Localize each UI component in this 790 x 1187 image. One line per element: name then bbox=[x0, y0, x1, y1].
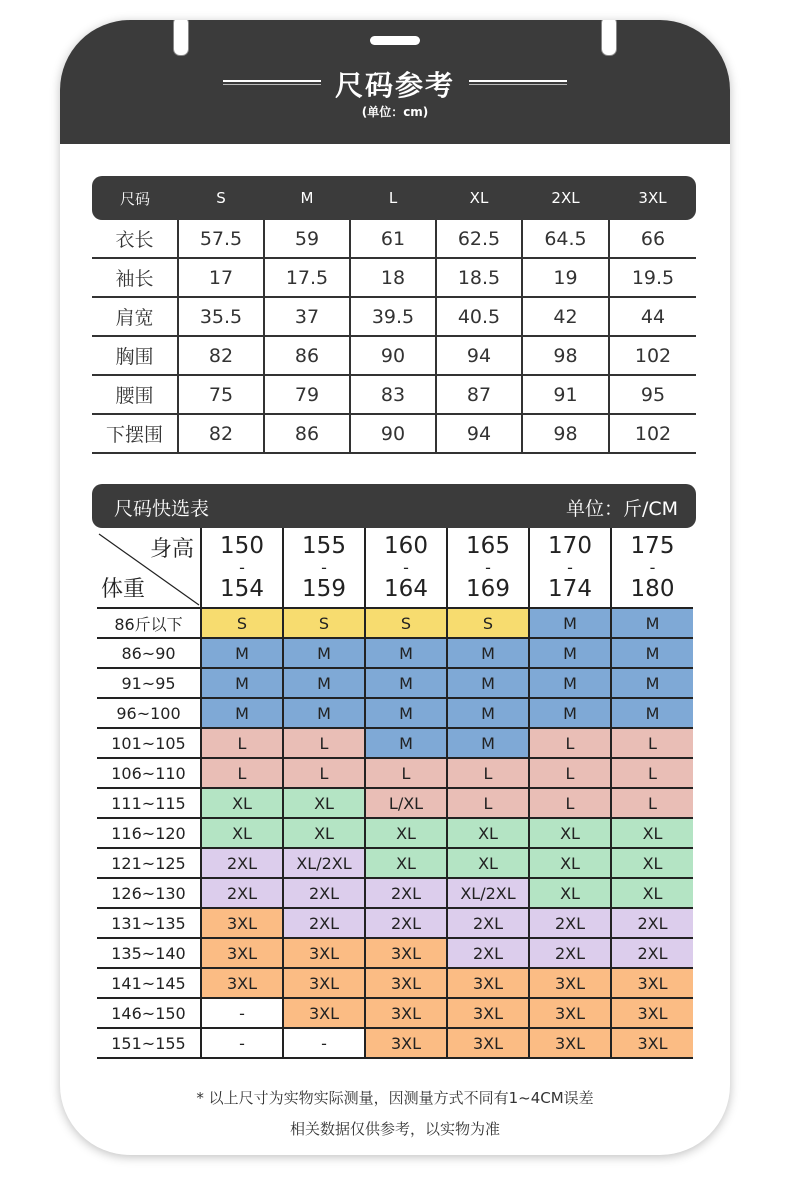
size-recommendation-cell: M bbox=[283, 698, 365, 728]
size-recommendation-cell: L bbox=[529, 728, 611, 758]
measurement-value: 95 bbox=[609, 375, 696, 414]
size-measurement-table bbox=[92, 176, 696, 454]
measurement-value: 86 bbox=[264, 414, 350, 453]
size-recommendation-cell: 2XL bbox=[529, 938, 611, 968]
height-to: 180 bbox=[630, 575, 675, 602]
size-recommendation-cell: - bbox=[201, 1028, 283, 1058]
size-recommendation-cell: 3XL bbox=[283, 938, 365, 968]
size-recommendation-cell: 3XL bbox=[447, 968, 529, 998]
weight-range-label: 121~125 bbox=[97, 848, 201, 878]
weight-range-label: 146~150 bbox=[97, 998, 201, 1028]
size-recommendation-cell: L bbox=[283, 728, 365, 758]
height-from: 165 bbox=[466, 532, 510, 559]
size-corner-label: 尺码 bbox=[92, 176, 178, 220]
size-recommendation-cell: M bbox=[529, 668, 611, 698]
size-recommendation-cell: M bbox=[201, 638, 283, 668]
size-recommendation-cell: L bbox=[283, 758, 365, 788]
weight-range-label: 106~110 bbox=[97, 758, 201, 788]
size-recommendation-cell: XL bbox=[611, 818, 693, 848]
measurement-value: 44 bbox=[609, 297, 696, 336]
size-recommendation-cell: M bbox=[611, 608, 693, 638]
size-recommendation-cell: XL bbox=[529, 878, 611, 908]
size-recommendation-cell: XL bbox=[365, 818, 447, 848]
size-recommendation-cell: M bbox=[611, 668, 693, 698]
weight-row bbox=[97, 938, 693, 968]
size-recommendation-cell: XL/2XL bbox=[283, 848, 365, 878]
page-title: 尺码参考 bbox=[334, 69, 455, 102]
size-recommendation-cell: S bbox=[201, 608, 283, 638]
quick-select-title: 尺码快选表 bbox=[114, 498, 210, 520]
size-recommendation-cell: 3XL bbox=[447, 1028, 529, 1058]
measurement-value: 90 bbox=[350, 414, 436, 453]
size-recommendation-cell: M bbox=[283, 668, 365, 698]
size-header-row bbox=[92, 176, 696, 220]
size-header-2xl: 2XL bbox=[522, 176, 609, 220]
measurement-row bbox=[92, 258, 696, 297]
size-recommendation-cell: 3XL bbox=[201, 968, 283, 998]
size-recommendation-cell: L bbox=[529, 788, 611, 818]
hanger-ring-right bbox=[601, 20, 617, 56]
size-recommendation-cell: - bbox=[201, 998, 283, 1028]
measurement-value: 98 bbox=[522, 414, 609, 453]
height-label: 身高 bbox=[149, 537, 194, 562]
measurement-value: 19 bbox=[522, 258, 609, 297]
size-recommendation-cell: S bbox=[283, 608, 365, 638]
height-sep: - bbox=[321, 557, 327, 577]
weight-range-label: 141~145 bbox=[97, 968, 201, 998]
weight-range-label: 135~140 bbox=[97, 938, 201, 968]
size-recommendation-cell: M bbox=[201, 668, 283, 698]
size-recommendation-cell: - bbox=[283, 1028, 365, 1058]
size-recommendation-cell: M bbox=[447, 668, 529, 698]
size-header-m: M bbox=[264, 176, 350, 220]
measurement-value: 17.5 bbox=[264, 258, 350, 297]
height-range-4 bbox=[529, 528, 611, 608]
size-recommendation-cell: 2XL bbox=[529, 908, 611, 938]
size-recommendation-cell: 2XL bbox=[611, 938, 693, 968]
measurement-value: 37 bbox=[264, 297, 350, 336]
weight-label: 体重 bbox=[101, 577, 146, 602]
measurement-value: 40.5 bbox=[436, 297, 522, 336]
footer-note-1: * 以上尺寸为实物实际测量，因测量方式不同有1~4CM误差 bbox=[196, 1089, 594, 1107]
size-recommendation-cell: XL bbox=[447, 848, 529, 878]
measurement-value: 91 bbox=[522, 375, 609, 414]
measurement-value: 94 bbox=[436, 336, 522, 375]
size-recommendation-cell: XL bbox=[201, 818, 283, 848]
size-header-3xl: 3XL bbox=[609, 176, 696, 220]
size-recommendation-cell: XL bbox=[283, 818, 365, 848]
size-recommendation-cell: M bbox=[283, 638, 365, 668]
size-recommendation-cell: XL/2XL bbox=[447, 878, 529, 908]
size-recommendation-cell: L bbox=[447, 788, 529, 818]
measurement-value: 59 bbox=[264, 220, 350, 258]
measurement-value: 18.5 bbox=[436, 258, 522, 297]
measurement-value: 98 bbox=[522, 336, 609, 375]
weight-row bbox=[97, 968, 693, 998]
size-recommendation-cell: 2XL bbox=[447, 908, 529, 938]
weight-range-label: 86斤以下 bbox=[97, 608, 201, 638]
weight-row bbox=[97, 878, 693, 908]
weight-row bbox=[97, 998, 693, 1028]
size-recommendation-cell: 3XL bbox=[611, 1028, 693, 1058]
height-from: 155 bbox=[302, 532, 346, 559]
measurement-label: 胸围 bbox=[92, 336, 178, 375]
height-to: 154 bbox=[220, 575, 264, 602]
measurement-value: 66 bbox=[609, 220, 696, 258]
quick-select-header bbox=[92, 484, 696, 528]
weight-row bbox=[97, 638, 693, 668]
size-recommendation-cell: 2XL bbox=[447, 938, 529, 968]
measurement-value: 82 bbox=[178, 414, 264, 453]
weight-row bbox=[97, 728, 693, 758]
size-recommendation-cell: L bbox=[365, 758, 447, 788]
weight-row bbox=[97, 848, 693, 878]
size-recommendation-cell: M bbox=[201, 698, 283, 728]
measurement-value: 82 bbox=[178, 336, 264, 375]
measurement-row bbox=[92, 297, 696, 336]
hanger-ring-left bbox=[173, 20, 189, 56]
weight-range-label: 86~90 bbox=[97, 638, 201, 668]
size-recommendation-cell: XL bbox=[529, 818, 611, 848]
size-recommendation-cell: XL bbox=[611, 878, 693, 908]
size-recommendation-cell: XL bbox=[283, 788, 365, 818]
measurement-value: 61 bbox=[350, 220, 436, 258]
footer-note-2: 相关数据仅供参考，以实物为准 bbox=[289, 1120, 500, 1138]
size-recommendation-cell: M bbox=[447, 728, 529, 758]
size-recommendation-cell: 2XL bbox=[201, 878, 283, 908]
measurement-value: 42 bbox=[522, 297, 609, 336]
size-recommendation-cell: L/XL bbox=[365, 788, 447, 818]
size-recommendation-cell: 2XL bbox=[365, 878, 447, 908]
size-recommendation-cell: 2XL bbox=[611, 908, 693, 938]
measurement-label: 衣长 bbox=[92, 220, 178, 258]
size-recommendation-cell: M bbox=[611, 698, 693, 728]
height-range-0 bbox=[201, 528, 283, 608]
measurement-value: 87 bbox=[436, 375, 522, 414]
size-recommendation-cell: M bbox=[611, 638, 693, 668]
weight-range-label: 101~105 bbox=[97, 728, 201, 758]
size-recommendation-cell: XL bbox=[447, 818, 529, 848]
size-recommendation-cell: M bbox=[529, 638, 611, 668]
size-recommendation-cell: 2XL bbox=[283, 878, 365, 908]
size-recommendation-cell: 2XL bbox=[201, 848, 283, 878]
weight-row bbox=[97, 1028, 693, 1058]
header-banner bbox=[60, 20, 730, 144]
quick-select-unit: 单位：斤/CM bbox=[565, 498, 678, 520]
height-from: 150 bbox=[220, 532, 264, 559]
height-sep: - bbox=[567, 557, 573, 577]
size-recommendation-cell: 3XL bbox=[283, 968, 365, 998]
height-to: 164 bbox=[384, 575, 428, 602]
size-recommendation-cell: M bbox=[529, 608, 611, 638]
height-to: 174 bbox=[548, 575, 592, 602]
weight-range-label: 116~120 bbox=[97, 818, 201, 848]
size-recommendation-cell: M bbox=[365, 728, 447, 758]
size-recommendation-cell: M bbox=[365, 668, 447, 698]
measurement-row bbox=[92, 336, 696, 375]
size-recommendation-cell: L bbox=[611, 728, 693, 758]
size-header-l: L bbox=[350, 176, 436, 220]
height-sep: - bbox=[403, 557, 409, 577]
size-recommendation-cell: XL bbox=[365, 848, 447, 878]
weight-range-label: 91~95 bbox=[97, 668, 201, 698]
size-recommendation-cell: S bbox=[365, 608, 447, 638]
measurement-value: 102 bbox=[609, 336, 696, 375]
weight-row bbox=[97, 908, 693, 938]
size-recommendation-cell: 3XL bbox=[365, 998, 447, 1028]
size-recommendation-cell: L bbox=[201, 758, 283, 788]
measurement-value: 64.5 bbox=[522, 220, 609, 258]
weight-row bbox=[97, 788, 693, 818]
measurement-value: 19.5 bbox=[609, 258, 696, 297]
size-recommendation-cell: 3XL bbox=[201, 908, 283, 938]
weight-range-label: 131~135 bbox=[97, 908, 201, 938]
unit-caption: (单位：cm) bbox=[361, 105, 429, 119]
weight-row bbox=[97, 608, 693, 638]
size-recommendation-cell: 3XL bbox=[529, 968, 611, 998]
measurement-value: 86 bbox=[264, 336, 350, 375]
size-recommendation-cell: 3XL bbox=[365, 1028, 447, 1058]
measurement-value: 17 bbox=[178, 258, 264, 297]
size-recommendation-cell: L bbox=[447, 758, 529, 788]
measurement-value: 75 bbox=[178, 375, 264, 414]
size-recommendation-cell: 3XL bbox=[447, 998, 529, 1028]
height-to: 169 bbox=[466, 575, 510, 602]
height-range-3 bbox=[447, 528, 529, 608]
size-recommendation-cell: M bbox=[365, 638, 447, 668]
size-header-s: S bbox=[178, 176, 264, 220]
height-weight-corner bbox=[97, 528, 201, 608]
measurement-label: 腰围 bbox=[92, 375, 178, 414]
measurement-value: 18 bbox=[350, 258, 436, 297]
weight-range-label: 126~130 bbox=[97, 878, 201, 908]
size-recommendation-cell: L bbox=[611, 788, 693, 818]
measurement-row bbox=[92, 375, 696, 414]
weight-range-label: 96~100 bbox=[97, 698, 201, 728]
size-recommendation-cell: 3XL bbox=[283, 998, 365, 1028]
size-recommendation-cell: 3XL bbox=[529, 998, 611, 1028]
height-from: 175 bbox=[630, 532, 675, 559]
measurement-label: 下摆围 bbox=[92, 414, 178, 453]
size-recommendation-cell: 3XL bbox=[611, 998, 693, 1028]
size-recommendation-cell: 3XL bbox=[201, 938, 283, 968]
measurement-value: 39.5 bbox=[350, 297, 436, 336]
size-recommendation-cell: 2XL bbox=[365, 908, 447, 938]
weight-range-label: 111~115 bbox=[97, 788, 201, 818]
height-sep: - bbox=[485, 557, 491, 577]
measurement-value: 79 bbox=[264, 375, 350, 414]
weight-row bbox=[97, 818, 693, 848]
weight-row bbox=[97, 758, 693, 788]
quick-select-table bbox=[97, 528, 693, 1059]
height-to: 159 bbox=[302, 575, 346, 602]
height-header-row bbox=[97, 528, 693, 608]
size-recommendation-cell: XL bbox=[611, 848, 693, 878]
size-recommendation-cell: 2XL bbox=[283, 908, 365, 938]
size-recommendation-cell: 3XL bbox=[365, 938, 447, 968]
size-recommendation-cell: 3XL bbox=[365, 968, 447, 998]
size-recommendation-cell: L bbox=[529, 758, 611, 788]
measurement-value: 83 bbox=[350, 375, 436, 414]
size-recommendation-cell: M bbox=[529, 698, 611, 728]
measurement-value: 57.5 bbox=[178, 220, 264, 258]
hanger-slot bbox=[370, 36, 420, 45]
measurement-row bbox=[92, 414, 696, 453]
size-header-xl: XL bbox=[436, 176, 522, 220]
size-recommendation-cell: L bbox=[611, 758, 693, 788]
measurement-value: 35.5 bbox=[178, 297, 264, 336]
size-recommendation-cell: 3XL bbox=[529, 1028, 611, 1058]
weight-range-label: 151~155 bbox=[97, 1028, 201, 1058]
height-range-5 bbox=[611, 528, 693, 608]
measurement-label: 肩宽 bbox=[92, 297, 178, 336]
measurement-value: 94 bbox=[436, 414, 522, 453]
measurement-value: 62.5 bbox=[436, 220, 522, 258]
size-recommendation-cell: M bbox=[447, 638, 529, 668]
height-sep: - bbox=[649, 557, 656, 577]
height-from: 160 bbox=[384, 532, 428, 559]
height-range-1 bbox=[283, 528, 365, 608]
size-recommendation-cell: 3XL bbox=[611, 968, 693, 998]
size-recommendation-cell: M bbox=[365, 698, 447, 728]
measurement-value: 90 bbox=[350, 336, 436, 375]
size-recommendation-cell: L bbox=[201, 728, 283, 758]
height-range-2 bbox=[365, 528, 447, 608]
size-recommendation-cell: M bbox=[447, 698, 529, 728]
height-sep: - bbox=[239, 557, 245, 577]
size-recommendation-cell: XL bbox=[201, 788, 283, 818]
weight-row bbox=[97, 698, 693, 728]
weight-row bbox=[97, 668, 693, 698]
size-recommendation-cell: S bbox=[447, 608, 529, 638]
measurement-row bbox=[92, 220, 696, 258]
size-recommendation-cell: XL bbox=[529, 848, 611, 878]
height-from: 170 bbox=[548, 532, 592, 559]
measurement-label: 袖长 bbox=[92, 258, 178, 297]
measurement-value: 102 bbox=[609, 414, 696, 453]
